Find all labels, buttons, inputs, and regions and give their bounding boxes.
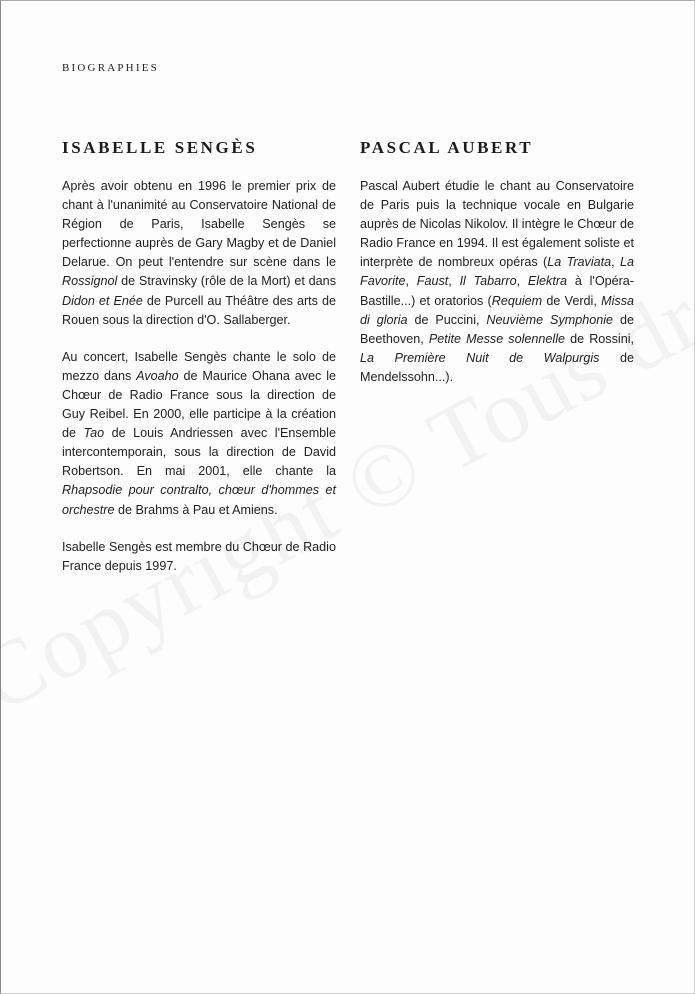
work-title: Missa di gloria xyxy=(360,293,634,327)
biography-text xyxy=(360,177,634,387)
bio-text: , xyxy=(448,274,460,289)
biography-pascal-aubert xyxy=(360,138,634,387)
bio-text: de Verdi, xyxy=(542,293,602,308)
bio-text: de Purcell au Théâtre des arts de Rouen sous la direction d'O. Sallaberger. xyxy=(62,293,337,327)
work-title: Tao xyxy=(83,426,105,441)
work-title: Petite Messe solennelle xyxy=(428,331,566,346)
bio-paragraph xyxy=(62,177,336,330)
bio-text: de Mendelssohn...). xyxy=(360,350,634,384)
artist-name: ISABELLE SENGÈS xyxy=(62,138,258,157)
bio-text: , xyxy=(611,255,620,270)
work-title: Requiem xyxy=(491,293,543,308)
artist-name: PASCAL AUBERT xyxy=(360,138,534,157)
work-title: La Favorite xyxy=(360,255,634,289)
bio-text: de Puccini, xyxy=(407,312,487,327)
work-title: La Première Nuit de Walpurgis xyxy=(360,350,600,365)
work-title: Faust xyxy=(416,274,449,289)
work-title: Rossignol xyxy=(62,274,118,289)
bio-paragraph xyxy=(62,538,336,576)
bio-text: de Stravinsky (rôle de la Mort) et dans xyxy=(117,274,336,289)
section-label: BIOGRAPHIES xyxy=(62,62,159,74)
bio-text: de Rossini, xyxy=(565,331,634,346)
work-title: Rhapsodie pour contralto, chœur d'hommes et orchestre xyxy=(62,483,336,517)
bio-text: , xyxy=(405,274,417,289)
bio-text: de Brahms à Pau et Amiens. xyxy=(114,502,278,517)
biography-isabelle-senges xyxy=(62,138,336,576)
bio-paragraph xyxy=(360,177,634,387)
bio-text: Isabelle Sengès est membre du Chœur de Radio France depuis 1997. xyxy=(62,539,336,573)
bio-text: de Louis Andriessen avec l'Ensemble intercontemporain, sous la direction de David Robertson. En mai 2001, elle chante la xyxy=(62,426,336,479)
work-title: Avoaho xyxy=(136,368,179,383)
bio-text: Au concert, Isabelle Sengès chante le solo de mezzo dans xyxy=(62,349,336,383)
bio-text: Après avoir obtenu en 1996 le premier prix de chant à l'unanimité au Conservatoire National de Région de Paris, Isabelle Sengès se perfectionne auprès de Gary Magby et de Daniel Delarue. On peut l'entendre sur scène dans le xyxy=(62,179,336,270)
bio-text: de Beethoven, xyxy=(360,312,634,346)
bio-text: de Maurice Ohana avec le Chœur de Radio France sous la direction de Guy Reibel. En 2000, elle participe à la création de xyxy=(62,368,336,441)
work-title: Neuvième Symphonie xyxy=(486,312,614,327)
work-title: La Traviata xyxy=(547,255,612,270)
bio-text: Pascal Aubert étudie le chant au Conservatoire de Paris puis la technique vocale en Bulgarie auprès de Nicolas Nikolov. Il intègre le Chœur de Radio France en 1994. Il est également soliste et interprète de nombreux opéras ( xyxy=(360,179,634,270)
bio-paragraph xyxy=(62,348,336,520)
bio-text: , xyxy=(516,274,528,289)
work-title: Il Tabarro xyxy=(459,274,517,289)
bio-text: à l'Opéra-Bastille...) et oratorios ( xyxy=(360,274,635,308)
biography-text xyxy=(62,177,336,576)
work-title: Didon et Enée xyxy=(62,293,143,308)
work-title: Elektra xyxy=(527,274,568,289)
